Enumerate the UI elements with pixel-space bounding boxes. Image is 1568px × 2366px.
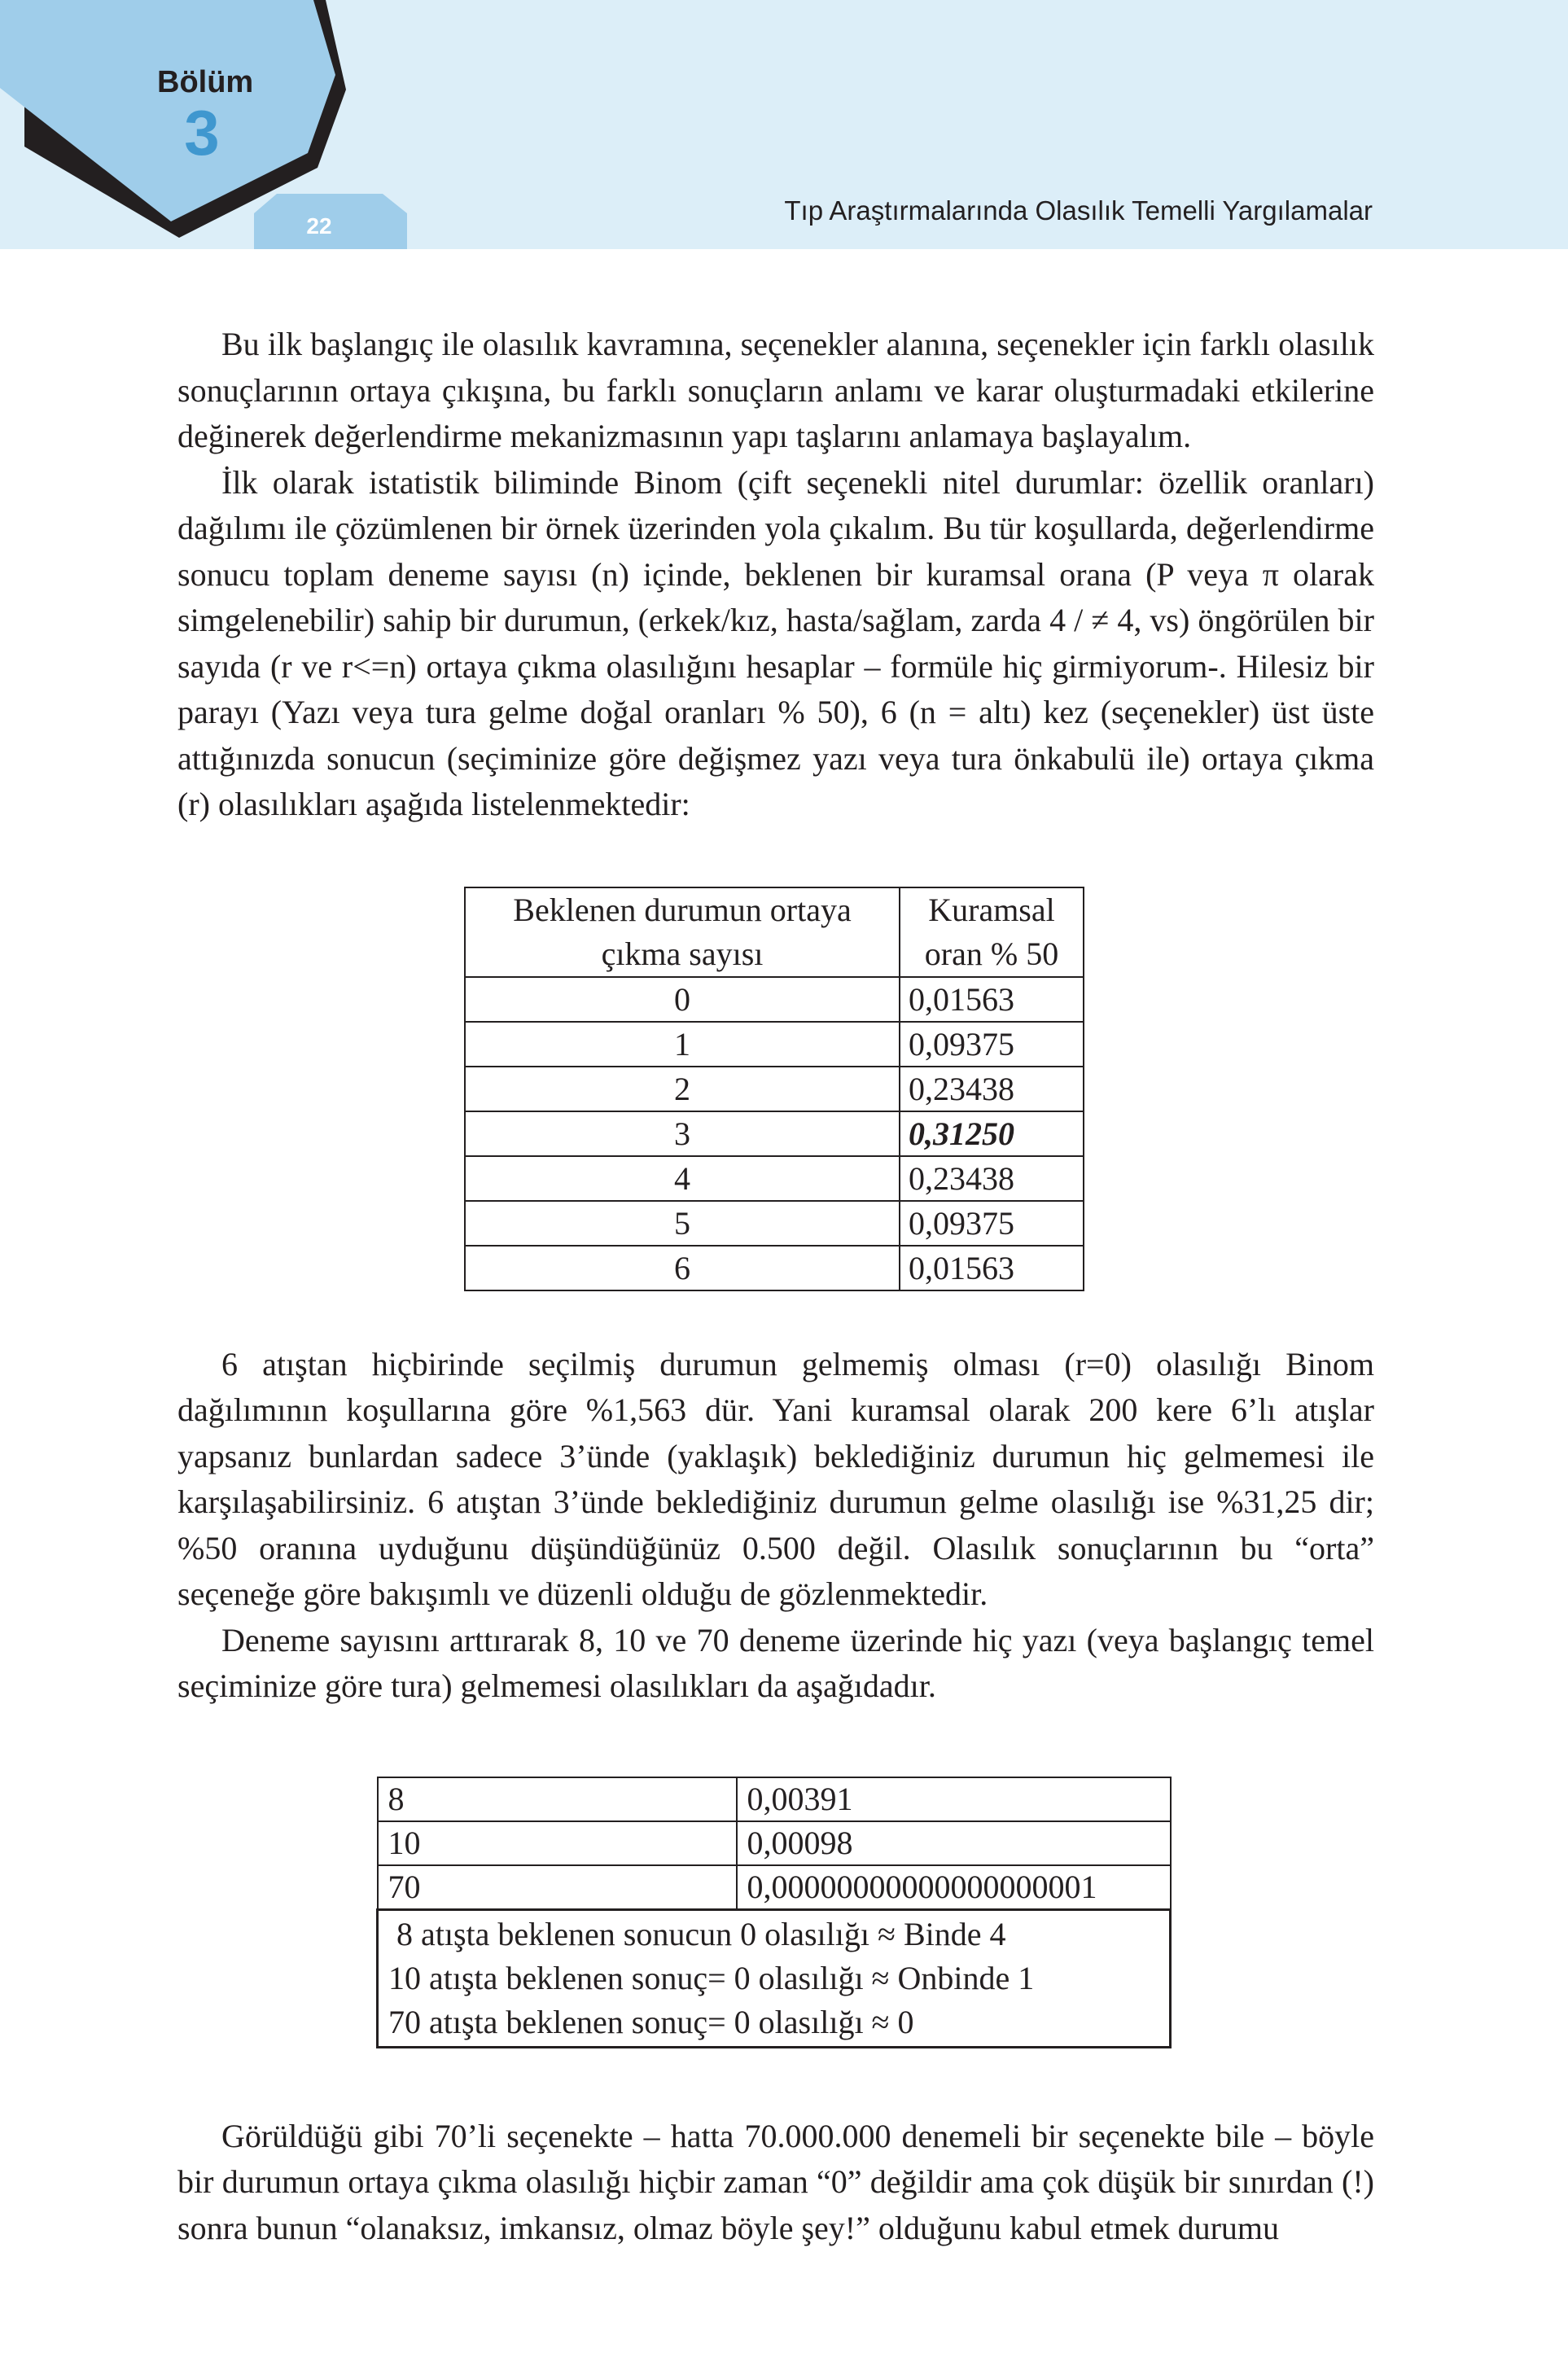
cell-probability: 0,23438	[900, 1156, 1084, 1201]
chapter-label: Bölüm	[157, 65, 254, 99]
table-row	[465, 977, 1084, 1022]
cell-probability-highlighted: 0,31250	[900, 1111, 1084, 1156]
page-content	[177, 322, 1374, 2251]
cell-count: 5	[465, 1201, 900, 1246]
cell-count: 4	[465, 1156, 900, 1201]
header-ratio-line2: oran % 50	[924, 935, 1059, 972]
table-row	[378, 1865, 1171, 1910]
header-count-line2: çıkma sayısı	[601, 935, 764, 972]
cell-probability: 0,00391	[737, 1777, 1171, 1821]
paragraph-4: Deneme sayısını arttırarak 8, 10 ve 70 deneme üzerinde hiç yazı (veya başlangıç temel seçiminize göre tura) gelmemesi olasılıkları da aşağıdadır.	[177, 1621, 1374, 1704]
cell-count: 1	[465, 1022, 900, 1067]
cell-probability: 0,01563	[900, 1246, 1084, 1290]
paragraph-2: İlk olarak istatistik biliminde Binom (çift seçenekli nitel durumlar: özellik oranları) dağılımı ile çözümlenen bir örnek üzerinden yola çıkalım. Bu tür koşullarda, değerlendirme sonucu toplam deneme sayısı (n) içinde, beklenen bir kuramsal orana (P veya π olarak simgelenebilir) sahip bir durumun, (erkek/kız, hasta/sağlam, zarda 4 / ≠ 4, vs) öngörülen bir sayıda (r ve r<=n) ortaya çıkma olasılığını hesaplar – formüle hiç girmiyorum-. Hilesiz bir parayı (Yazı veya tura gelme doğal oranları % 50), 6 (n = altı) kez (seçenekler) üst üste attığınızda sonucun (seçiminize göre değişmez yazı veya tura önkabulü ile) ortaya çıkma (r) olasılıkları aşağıda listelenmektedir:	[177, 463, 1374, 822]
cell-count: 3	[465, 1111, 900, 1156]
note-line: 70 atışta beklenen sonuç= 0 olasılığı ≈ 0	[388, 2003, 914, 2040]
page-number: 22	[306, 213, 332, 239]
binomial-table	[464, 887, 1084, 1291]
table-row	[465, 1156, 1084, 1201]
note-line: 8 atışta beklenen sonucun 0 olasılığı ≈ Binde 4	[388, 1915, 1006, 1952]
cell-probability: 0,09375	[900, 1022, 1084, 1067]
paragraph-1: Bu ilk başlangıç ile olasılık kavramına, seçenekler alanına, seçenekler için farklı olasılık sonuçlarının ortaya çıkışına, bu farklı sonuçların anlamı ve karar oluşturmadaki etkilerine değinerek değerlendirme mekanizmasının yapı taşlarını anlamaya başlayalım.	[177, 326, 1374, 454]
header-ratio-line1: Kuramsal	[928, 891, 1055, 928]
cell-probability: 0,01563	[900, 977, 1084, 1022]
table-row	[465, 1067, 1084, 1111]
cell-count: 0	[465, 977, 900, 1022]
cell-count: 6	[465, 1246, 900, 1290]
table-header-row	[465, 887, 1084, 977]
cell-probability: 0,23438	[900, 1067, 1084, 1111]
cell-count: 2	[465, 1067, 900, 1111]
cell-trials: 70	[378, 1865, 737, 1910]
note-line: 10 atışta beklenen sonuç= 0 olasılığı ≈ Onbinde 1	[388, 1959, 1035, 1996]
table-row	[465, 1246, 1084, 1290]
cell-probability: 0,00000000000000000001	[737, 1865, 1171, 1910]
running-title: Tıp Araştırmalarında Olasılık Temelli Yargılamalar	[784, 195, 1373, 226]
table-row	[465, 1022, 1084, 1067]
cell-trials: 10	[378, 1821, 737, 1865]
header-count-line1: Beklenen durumun ortaya	[513, 891, 852, 928]
cell-probability: 0,00098	[737, 1821, 1171, 1865]
cell-trials: 8	[378, 1777, 737, 1821]
chapter-number: 3	[184, 97, 220, 169]
table-row	[465, 1111, 1084, 1156]
zero-probability-table	[376, 1777, 1172, 2048]
table-row	[465, 1201, 1084, 1246]
table-notes-row	[378, 1909, 1171, 2047]
table-row	[378, 1777, 1171, 1821]
table-row	[378, 1821, 1171, 1865]
paragraph-5: Görüldüğü gibi 70’li seçenekte – hatta 70.000.000 denemeli bir seçenekte bile – böyle bir durumun ortaya çıkma olasılığı hiçbir zaman “0” değildir ama çok düşük bir sınırdan (!) sonra bunun “olanaksız, imkansız, olmaz böyle şey!” olduğunu kabul etmek durumu	[177, 2117, 1374, 2246]
cell-probability: 0,09375	[900, 1201, 1084, 1246]
header-cell-count	[465, 887, 900, 977]
header-cell-ratio	[900, 887, 1084, 977]
paragraph-3: 6 atıştan hiçbirinde seçilmiş durumun gelmemiş olması (r=0) olasılığı Binom dağılımının koşullarına göre %1,563 dür. Yani kuramsal olarak 200 kere 6’lı atışlar yapsanız bunlardan sadece 3’ünde (yaklaşık) beklediğiniz durumun hiç gelmemesi ile karşılaşabilirsiniz. 6 atıştan 3’ünde beklediğiniz durumun gelme olasılığı ise %31,25 dir; %50 oranına uyduğunu düşündüğünüz 0.500 değil. Olasılık sonuçlarının bu “orta” seçeneğe göre bakışımlı ve düzenli olduğu de gözlenmektedir.	[177, 1345, 1374, 1612]
notes-cell	[378, 1909, 1171, 2047]
